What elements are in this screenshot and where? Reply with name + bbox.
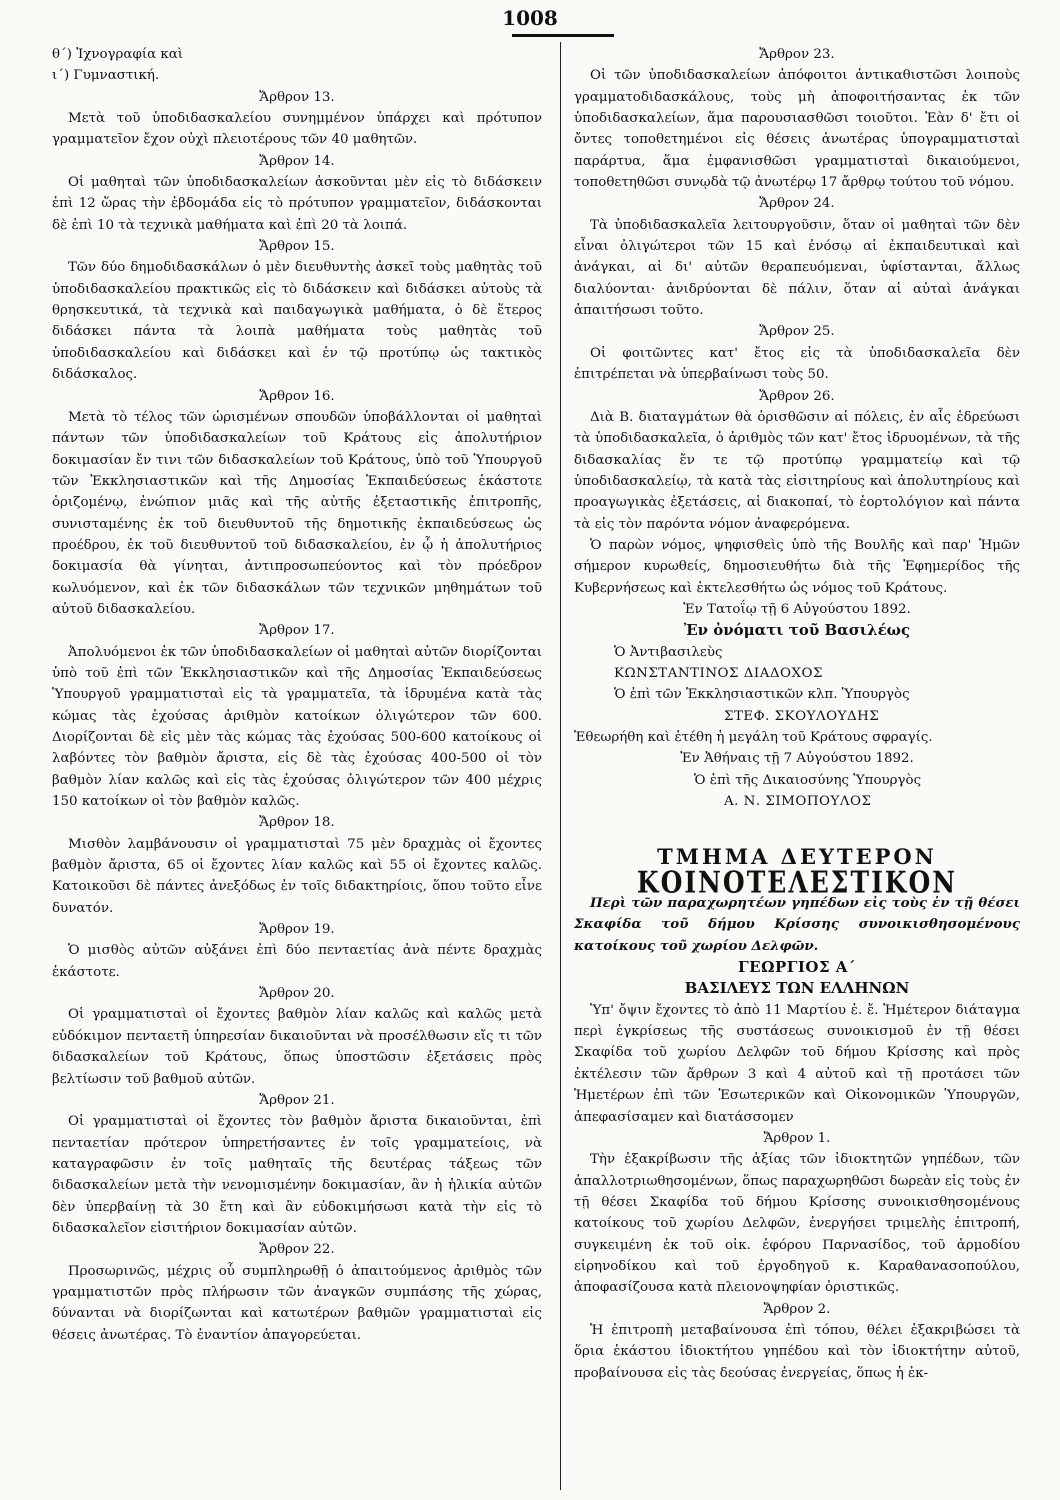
- paragraph: Τὰ ὑποδιδασκαλεῖα λειτουργοῦσιν, ὅταν οἱ μαθηταὶ τῶν δὲν εἶναι ὀλιγώτεροι τῶν 15 καὶ ἐνόσῳ αἱ ἐκπαιδευτικαὶ καὶ ἀνάγκαι, αἱ δι' αὐτῶν θεραπευόμεναι, ὑφίστανται, ἄλλως διαλύονται· ἀνιδρύονται δὲ πάλιν, ὅταν αἱ αὐταὶ ἀνάγκαι ἀπαιτήσωσι τοῦτο.: [574, 217, 1020, 319]
- paragraph: Ὑπ' ὄψιν ἔχοντες τὸ ἀπὸ 11 Μαρτίου ἐ. ἔ. Ἡμέτερον διάταγμα περὶ ἐγκρίσεως τῆς συστάσεως συνοικισμοῦ ἐν τῇ θέσει Σκαφίδα τοῦ χωρίου Δελφῶν τοῦ δήμου Κρίσσης καὶ πρὸς ἐκτέλεσιν τῶν ἄρθρων 3 καὶ 4 αὐτοῦ καὶ τῇ προτάσει τῶν Ἡμετέρων ἐπὶ τῶν Ἐσωτερικῶν καὶ Οἰκονομικῶν Ὑπουργῶν, ἀπεφασίσαμεν καὶ διατάσσομεν: [574, 1002, 1020, 1125]
- paragraph: Μετὰ τοῦ ὑποδιδασκαλείου συνημμένον ὑπάρχει καὶ πρότυπον γραμματεῖον ἔχον οὐχὶ πλειοτέρους τῶν 40 μαθητῶν.: [52, 111, 542, 148]
- signature-line: Ὁ ἐπὶ τῆς Δικαιοσύνης Ὑπουργὸς: [694, 772, 922, 788]
- paragraph: Οἱ φοιτῶντες κατ' ἔτος εἰς τὰ ὑποδιδασκαλεῖα δὲν ἐπιτρέπεται νὰ ὑπερβαίνωσι τοὺς 50.: [574, 345, 1020, 383]
- article-heading: Ἄρθρον 2.: [763, 1301, 831, 1317]
- paragraph: Μισθὸν λαμβάνουσιν οἱ γραμματισταὶ 75 μὲν δραχμὰς οἱ ἔχοντες βαθμὸν ἄριστα, 65 οἱ ἔχοντες λίαν καλῶς καὶ 55 οἱ ἔχοντες καλῶς. Κατοικοῦσι δὲ πάντες ἀνεξόδως ἐν τοῖς διδακτηρίοις, ὅπου τοῦτο εἶνε δυνατόν.: [52, 836, 542, 916]
- paragraph: Προσωρινῶς, μέχρις οὗ συμπληρωθῇ ὁ ἀπαιτούμενος ἀριθμὸς τῶν γραμματιστῶν πρὸς πλήρωσιν τῶν ἀναγκῶν συμπάσης τῆς χώρας, δύνανται νὰ διορίζωνται καὶ κατωτέρων βαθμῶν γραμματισταὶ εἰς θέσεις ἀνωτέρας. Τὸ ἐναντίον ἀπαγορεύεται.: [52, 1263, 542, 1343]
- paragraph: Μετὰ τὸ τέλος τῶν ὡρισμένων σπουδῶν ὑποβάλλονται οἱ μαθηταὶ πάντων τῶν ὑποδιδασκαλείων τοῦ Κράτους εἰς ἀπολυτήριον δοκιμασίαν ἔν τινι τῶν διδασκαλείων τοῦ Κράτους, ὑπὸ τοῦ Ὑπουργοῦ τῶν Ἐκκλησιαστικῶν καὶ τῆς Δημοσίας Ἐκπαιδεύσεως ἑκάστοτε ὁριζομένῳ, ἐνώπιον μιᾶς καὶ τῆς αὐτῆς ἐξεταστικῆς ἐπιτροπῆς, συνισταμένης ἐκ τοῦ διευθυντοῦ τῆς δημοτικῆς ἐκπαιδεύσεως ὡς προέδρου, ἐκ τοῦ διευθυντοῦ τοῦ διδασκαλείου, ἐν ᾧ ἡ ἀπολυτήριος δοκιμασία θὰ γίνηται, ἀντιπροσωπεύοντος καὶ τὸν πρόεδρον κωλυόμενον, καὶ ἐκ τῶν διδασκάλων τῶν τεχνικῶν μηθημάτων τοῦ αὐτοῦ διδασκαλείου.: [52, 409, 542, 617]
- page-number-rule: [512, 34, 614, 37]
- article-heading: Ἄρθρον 23.: [759, 47, 835, 62]
- article-heading: Ἄρθρον 19.: [259, 922, 335, 938]
- article-heading: Ἄρθρον 17.: [259, 623, 335, 639]
- signature-name: ΣΤΕΦ. ΣΚΟΥΛΟΥΔΗΣ: [724, 708, 880, 724]
- paragraph: Οἱ μαθηταὶ τῶν ὑποδιδασκαλείων ἀσκοῦνται μὲν εἰς τὸ διδάσκειν ἐπὶ 12 ὥρας τὴν ἑβδομάδα εἰς τὸ πρότυπον γραμματεῖον, διδάσκονται δὲ ἐπὶ 10 τὰ τεχνικὰ μαθήματα καὶ ἐπὶ 20 τὰ λοιπά.: [52, 175, 542, 233]
- section-title: ΤΜΗΜΑ ΔΕΥΤΕΡΟΝ: [657, 844, 937, 870]
- article-heading: Ἄρθρον 21.: [259, 1092, 335, 1108]
- paragraph: ι΄) Γυμναστική.: [52, 68, 160, 84]
- paragraph: Οἱ γραμματισταὶ οἱ ἔχοντες τὸν βαθμὸν ἄριστα δικαιοῦνται, ἐπὶ πενταετίαν πρότερον ὑπηρετήσαντες ἐν τοῖς γραμματείοις, νὰ καταγραφῶσιν ἐν τοῖς μαθηταῖς τῆς δευτέρας τάξεως τῶν διδασκαλείων μετὰ τὴν νενομισμένην δοκιμασίαν, ἂν ἡ ἡλικία αὐτῶν δὲν ὑπερβαίνῃ τὰ 30 ἔτη καὶ ἂν εὐδοκιμήσωσι κατὰ τὴν εἰς τὸ διδασκαλεῖον εἰσιτήριον δοκιμασίαν αὐτῶν.: [52, 1114, 542, 1236]
- paragraph: Οἱ γραμματισταὶ οἱ ἔχοντες βαθμὸν λίαν καλῶς καὶ καλῶς μετὰ εὐδόκιμον πενταετῆ ὑπηρεσίαν δικαιοῦνται νὰ προσέλθωσιν εἴς τι τῶν διδασκαλείων τοῦ Κράτους, ὅπως ὑποστῶσιν ἐξετάσεις πρὸς βελτίωσιν τοῦ βαθμοῦ αὐτῶν.: [52, 1007, 542, 1087]
- article-heading: Ἄρθρον 15.: [259, 239, 335, 255]
- decree-summary: Περὶ τῶν παραχωρητέων γηπέδων εἰς τοὺς ἐν τῇ θέσει Σκαφίδα τοῦ δήμου Κρίσσης συνοικισθησομένους κατοίκους τοῦ χωρίου Δελφῶν.: [574, 895, 1020, 954]
- paragraph: Ἡ ἐπιτροπὴ μεταβαίνουσα ἐπὶ τόπου, θέλει ἐξακριβώσει τὰ ὅρια ἑκάστου ἰδιοκτήτου γηπέδου καὶ τὸν ἰδιοκτήτην αὐτοῦ, προβαίνουσα εἰς τὰς δεούσας ἐνεργείας, ὅπως ἡ ἐκ-: [574, 1322, 1020, 1381]
- right-column: [574, 44, 1020, 1384]
- centered-heading: ΒΑΣΙΛΕΥΣ ΤΩΝ ΕΛΛΗΝΩΝ: [684, 979, 910, 998]
- article-heading: Ἄρθρον 1.: [763, 1130, 831, 1146]
- paragraph: θ΄) Ἰχνογραφία καὶ: [52, 47, 184, 62]
- article-heading: Ἄρθρον 24.: [759, 196, 835, 212]
- paragraph: Τῶν δύο δημοδιδασκάλων ὁ μὲν διευθυντὴς ἀσκεῖ τοὺς μαθητὰς τοῦ ὑποδιδασκαλείου πρακτικῶς εἰς τὸ διδάσκειν καὶ διδάσκει αὐτοὺς τὰ θρησκευτικά, τὰ τεχνικὰ καὶ παιδαγωγικὰ μαθήματα, ὁ δὲ ἕτερος διδάσκει πάντα τὰ λοιπὰ μαθήματα τοὺς μαθητὰς τοῦ ὑποδιδασκαλείου καὶ διδάσκει καὶ ἐν τῷ προτύπῳ ὡς τακτικὸς διδάσκαλος.: [52, 260, 542, 383]
- signature-line: Ὁ Ἀντιβασιλεὺς: [614, 644, 723, 660]
- paragraph: Ἐθεωρήθη καὶ ἐτέθη ἡ μεγάλη τοῦ Κράτους σφραγίς.: [574, 730, 933, 745]
- signature-name: ΚΩΝΣΤΑΝΤΙΝΟΣ ΔΙΑΔΟΧΟΣ: [614, 665, 824, 681]
- dateline: Ἐν Ἀθήναις τῇ 7 Αὐγούστου 1892.: [680, 751, 914, 767]
- paragraph: Ὁ παρὼν νόμος, ψηφισθεὶς ὑπὸ τῆς Βουλῆς καὶ παρ' Ἡμῶν σήμερον κυρωθείς, δημοσιευθήτω διὰ τῆς Ἐφημερίδος τῆς Κυβερνήσεως καὶ ἐκτελεσθήτω ὡς νόμος τοῦ Κράτους.: [574, 537, 1020, 596]
- centered-heading: Ἐν ὀνόματι τοῦ Βασιλέως: [683, 621, 911, 640]
- paragraph: Ὁ μισθὸς αὐτῶν αὐξάνει ἐπὶ δύο πενταετίας ἀνὰ πέντε δραχμὰς ἑκάστοτε.: [52, 943, 542, 980]
- article-heading: Ἄρθρον 13.: [259, 89, 335, 105]
- section-subtitle: ΚΟΙΝΟΤΕΛΕΣΤΙΚΟΝ: [636, 864, 958, 900]
- article-heading: Ἄρθρον 26.: [759, 388, 835, 404]
- signature-name: Α. Ν. ΣΙΜΟΠΟΥΛΟΣ: [724, 794, 872, 810]
- article-heading: Ἄρθρον 22.: [259, 1242, 335, 1258]
- article-heading: Ἄρθρον 25.: [759, 324, 835, 340]
- signature-line: Ὁ ἐπὶ τῶν Ἐκκλησιαστικῶν κλπ. Ὑπουργὸς: [614, 687, 910, 703]
- page-number: 1008: [502, 6, 558, 30]
- column-divider: [560, 42, 561, 1490]
- article-heading: Ἄρθρον 18.: [259, 815, 335, 831]
- paragraph: Τὴν ἐξακρίβωσιν τῆς ἀξίας τῶν ἰδιοκτητῶν γηπέδων, τῶν ἀπαλλοτριωθησομένων, ὅπως παραχωρηθῶσι δωρεὰν εἰς τοὺς ἐν τῇ θέσει Σκαφίδα τοῦ δήμου Κρίσσης συνοικισθησομένους κατοίκους τοῦ χωρίου Δελφῶν, ἐνεργήσει τριμελὴς ἐπιτροπή, συγκειμένη ἐκ τοῦ οἰκ. ἐφόρου Παρνασίδος, τοῦ ἁρμοδίου εἰρηνοδίκου καὶ τοῦ ἐργοδηγοῦ κ. Καραθανασοπούλου, ἀποφασίζουσα κατὰ πλειονοψηφίαν ὁριστικῶς.: [574, 1152, 1020, 1296]
- dateline: Ἐν Τατοΐῳ τῇ 6 Αὐγούστου 1892.: [683, 601, 911, 617]
- article-heading: Ἄρθρον 20.: [259, 986, 335, 1002]
- paragraph: Διὰ Β. διαταγμάτων θὰ ὁρισθῶσιν αἱ πόλεις, ἐν αἷς ἑδρεύωσι τὰ ὑποδιδασκαλεῖα, ὁ ἀριθμὸς τῶν κατ' ἔτος ἱδρυομένων, τὰ τῆς διδασκαλίας ἔν τε τῷ προτύπῳ γραμματείῳ καὶ τῷ ὑποδιδασκαλείῳ, τὰ κατὰ τὰς εἰσιτηρίους καὶ ἀπολυτηρίους καὶ προαγωγικὰς ἐξετάσεις, αἱ διακοπαί, τὸ ἑορτολόγιον καὶ πάντα τὰ εἰς τὸν παρόντα νόμον ἀναφερόμενα.: [574, 409, 1020, 532]
- paragraph: Οἱ τῶν ὑποδιδασκαλείων ἀπόφοιτοι ἀντικαθιστῶσι λοιποὺς γραμματοδιδασκάλους, τοὺς μὴ ἀποφοιτήσαντας ἐκ τῶν ὑποδιδασκαλείων, ἅμα παρουσιασθῶσι τοιοῦτοι. Ἐὰν δ' ἔτι οἱ ὄντες τοποθετημένοι εἰς θέσεις ἀνωτέρας ὑπογραμματισταὶ παράρτυα, ἅμα ἐμφανισθῶσι γραμματισταὶ δικαιούμενοι, τοποθετηθῶσι συνῳδὰ τῷ ἀνωτέρῳ 17 ἄρθρῳ τούτου τοῦ νόμου.: [574, 68, 1020, 191]
- article-heading: Ἄρθρον 16.: [259, 388, 335, 404]
- paragraph: Ἀπολυόμενοι ἐκ τῶν ὑποδιδασκαλείων οἱ μαθηταὶ αὐτῶν διορίζονται ὑπὸ τοῦ ἐπὶ τῶν Ἐκκλησιαστικῶν καὶ τῆς Δημοσίας Ἐκπαιδεύσεως Ὑπουργοῦ γραμματισταὶ εἰς τὰ γραμματεῖα, τὰ ἱδρυμένα κατὰ τὰς κώμας τὰς ἐχούσας ἀριθμὸν κατοίκων ὀλιγώτερον τῶν 600. Διορίζονται δὲ εἰς μὲν τὰς κώμας τὰς ἐχούσας 500-600 κατοίκους οἱ λαβόντες τὸν βαθμὸν ἄριστα, εἰς δὲ τὰς ἐχούσας 400-500 οἱ τὸν βαθμὸν λίαν καλῶς καὶ εἰς τὰς ἐχούσας ὀλιγώτερον τῶν 400 μέχρις 150 κατοίκων οἱ τὸν βαθμὸν καλῶς.: [52, 644, 542, 810]
- left-column: [52, 44, 542, 1346]
- king-name: ΓΕΩΡΓΙΟΣ Α΄: [738, 958, 856, 977]
- article-heading: Ἄρθρον 14.: [259, 153, 335, 169]
